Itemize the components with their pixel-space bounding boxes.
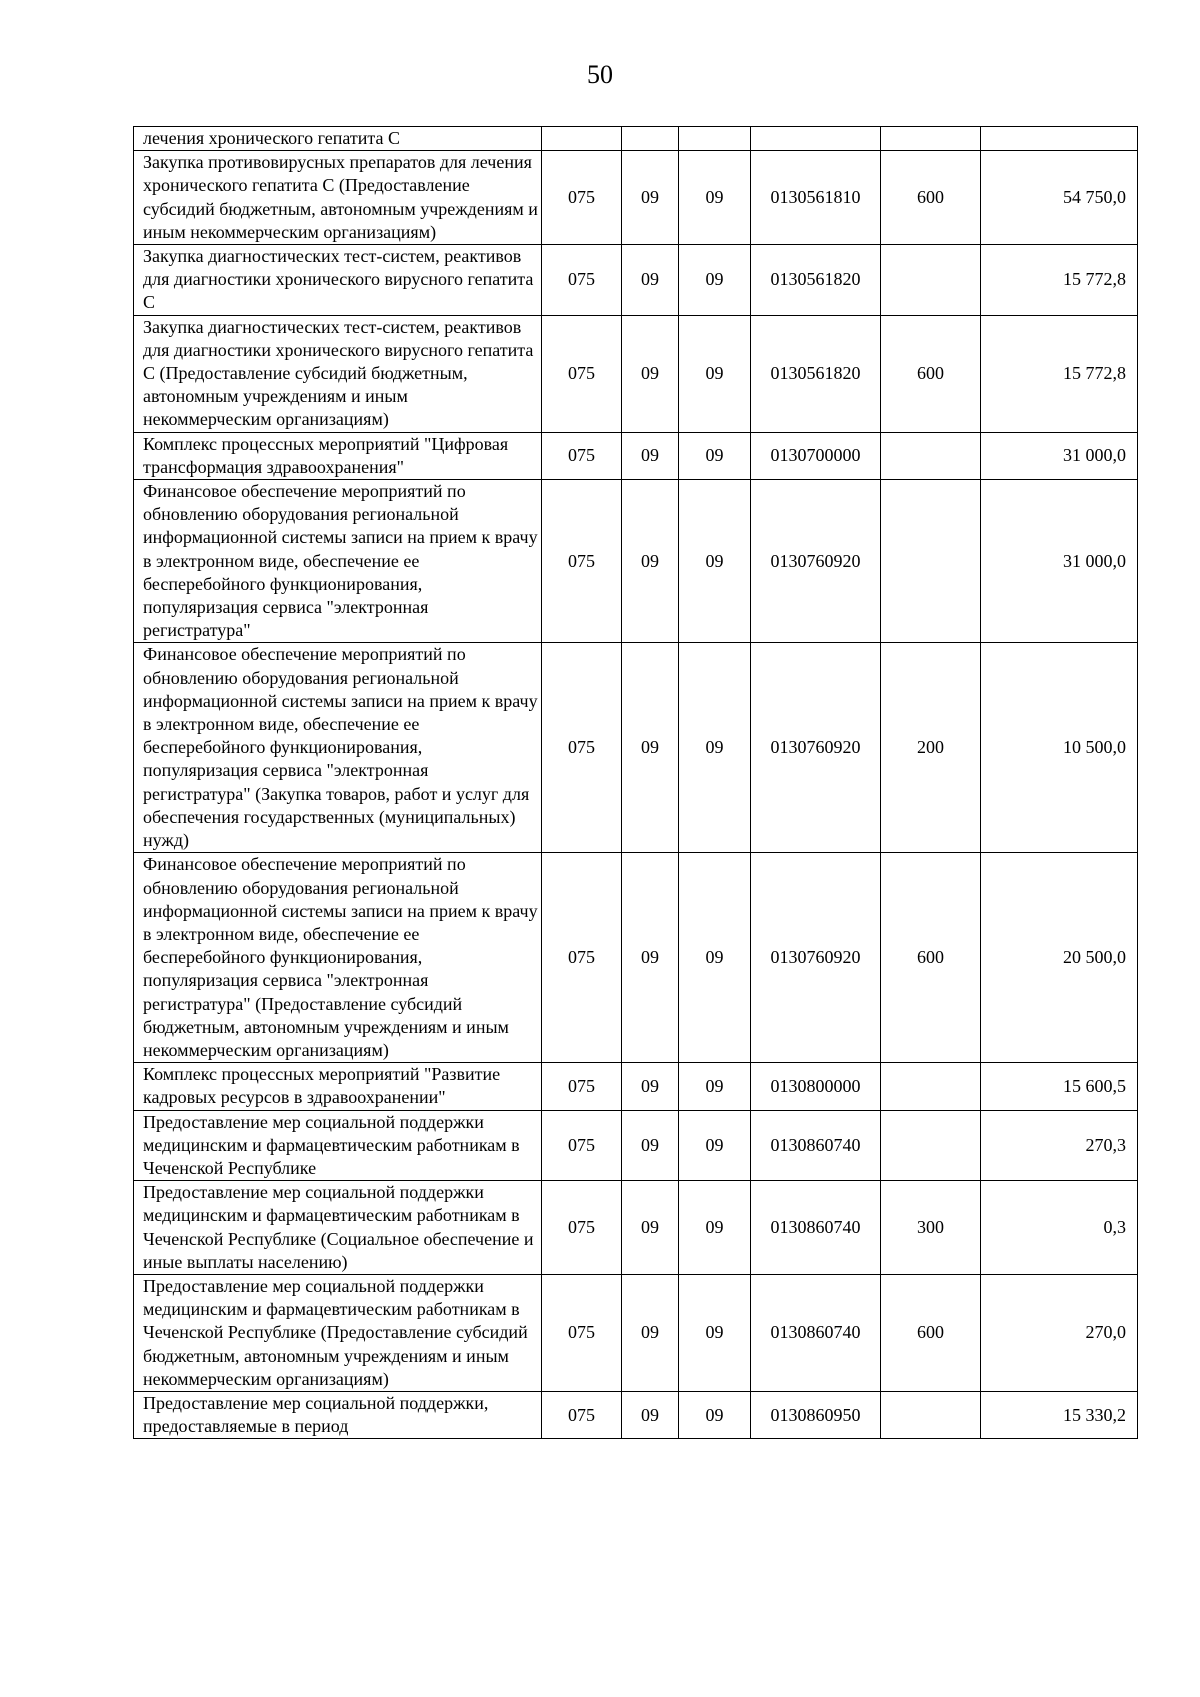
- section-code: 09: [622, 1181, 679, 1275]
- subsection-code: 09: [679, 853, 751, 1063]
- expense-type-code: 300: [881, 1181, 981, 1275]
- subsection-code: 09: [679, 1181, 751, 1275]
- table-row: [134, 643, 1138, 853]
- amount: 31 000,0: [981, 480, 1138, 643]
- subsection-code: 09: [679, 643, 751, 853]
- budget-table: [133, 126, 1138, 1439]
- row-name: Финансовое обеспечение мероприятий по обновлению оборудования региональной информационной системы записи на прием к врачу в электронном виде, обеспечение ее бесперебойного функционирования, популяризация сервиса "электронная регистратура": [134, 480, 542, 643]
- target-article-code: [751, 127, 881, 151]
- table-row: [134, 1274, 1138, 1391]
- section-code: 09: [622, 643, 679, 853]
- section-code: [622, 127, 679, 151]
- amount: 15 600,5: [981, 1063, 1138, 1110]
- target-article-code: 0130760920: [751, 643, 881, 853]
- target-article-code: 0130860740: [751, 1110, 881, 1181]
- amount: 15 330,2: [981, 1391, 1138, 1438]
- table-row: [134, 1110, 1138, 1181]
- expense-type-code: [881, 1110, 981, 1181]
- section-code: 09: [622, 315, 679, 432]
- section-code: 09: [622, 1063, 679, 1110]
- ved-code: 075: [542, 245, 622, 316]
- table-row: [134, 1181, 1138, 1275]
- row-name: Финансовое обеспечение мероприятий по обновлению оборудования региональной информационной системы записи на прием к врачу в электронном виде, обеспечение ее бесперебойного функционирования, популяризация сервиса "электронная регистратура" (Предоставление субсидий бюджетным, автономным учреждениям и иным некоммерческим организациям): [134, 853, 542, 1063]
- section-code: 09: [622, 432, 679, 479]
- expense-type-code: 600: [881, 1274, 981, 1391]
- subsection-code: 09: [679, 1391, 751, 1438]
- amount: 270,0: [981, 1274, 1138, 1391]
- section-code: 09: [622, 1110, 679, 1181]
- ved-code: 075: [542, 151, 622, 245]
- ved-code: 075: [542, 853, 622, 1063]
- ved-code: 075: [542, 1274, 622, 1391]
- expense-type-code: 600: [881, 151, 981, 245]
- row-name: Финансовое обеспечение мероприятий по обновлению оборудования региональной информационной системы записи на прием к врачу в электронном виде, обеспечение ее бесперебойного функционирования, популяризация сервиса "электронная регистратура" (Закупка товаров, работ и услуг для обеспечения государственных (муниципальных) нужд): [134, 643, 542, 853]
- row-name: лечения хронического гепатита С: [134, 127, 542, 151]
- row-name: Закупка диагностических тест-систем, реактивов для диагностики хронического вирусного гепатита С: [134, 245, 542, 316]
- amount: 20 500,0: [981, 853, 1138, 1063]
- expense-type-code: [881, 1391, 981, 1438]
- subsection-code: [679, 127, 751, 151]
- subsection-code: 09: [679, 432, 751, 479]
- table-row: [134, 480, 1138, 643]
- table-row: [134, 853, 1138, 1063]
- amount: 15 772,8: [981, 245, 1138, 316]
- row-name: Предоставление мер социальной поддержки медицинским и фармацевтическим работникам в Чеченской Республике (Социальное обеспечение и иные выплаты населению): [134, 1181, 542, 1275]
- target-article-code: 0130561810: [751, 151, 881, 245]
- expense-type-code: 600: [881, 315, 981, 432]
- subsection-code: 09: [679, 1110, 751, 1181]
- ved-code: 075: [542, 315, 622, 432]
- row-name: Комплекс процессных мероприятий "Цифровая трансформация здравоохранения": [134, 432, 542, 479]
- table-row: [134, 127, 1138, 151]
- section-code: 09: [622, 480, 679, 643]
- subsection-code: 09: [679, 480, 751, 643]
- table-row: [134, 151, 1138, 245]
- ved-code: 075: [542, 432, 622, 479]
- target-article-code: 0130561820: [751, 315, 881, 432]
- expense-type-code: [881, 1063, 981, 1110]
- subsection-code: 09: [679, 245, 751, 316]
- table-row: [134, 1063, 1138, 1110]
- target-article-code: 0130700000: [751, 432, 881, 479]
- ved-code: 075: [542, 480, 622, 643]
- row-name: Предоставление мер социальной поддержки медицинским и фармацевтическим работникам в Чеченской Республике: [134, 1110, 542, 1181]
- ved-code: [542, 127, 622, 151]
- expense-type-code: [881, 127, 981, 151]
- expense-type-code: 200: [881, 643, 981, 853]
- section-code: 09: [622, 853, 679, 1063]
- target-article-code: 0130860740: [751, 1274, 881, 1391]
- subsection-code: 09: [679, 1063, 751, 1110]
- ved-code: 075: [542, 1181, 622, 1275]
- table-row: [134, 245, 1138, 316]
- row-name: Предоставление мер социальной поддержки медицинским и фармацевтическим работникам в Чеченской Республике (Предоставление субсидий бюджетным, автономным учреждениям и иным некоммерческим организациям): [134, 1274, 542, 1391]
- amount: 15 772,8: [981, 315, 1138, 432]
- target-article-code: 0130760920: [751, 480, 881, 643]
- ved-code: 075: [542, 643, 622, 853]
- table-row: [134, 432, 1138, 479]
- page-number: 50: [587, 60, 613, 89]
- row-name: Предоставление мер социальной поддержки, предоставляемые в период: [134, 1391, 542, 1438]
- target-article-code: 0130800000: [751, 1063, 881, 1110]
- amount: [981, 127, 1138, 151]
- target-article-code: 0130561820: [751, 245, 881, 316]
- amount: 270,3: [981, 1110, 1138, 1181]
- expense-type-code: [881, 245, 981, 316]
- row-name: Закупка диагностических тест-систем, реактивов для диагностики хронического вирусного гепатита С (Предоставление субсидий бюджетным, автономным учреждениям и иным некоммерческим организациям): [134, 315, 542, 432]
- row-name: Комплекс процессных мероприятий "Развитие кадровых ресурсов в здравоохранении": [134, 1063, 542, 1110]
- expense-type-code: [881, 432, 981, 479]
- table-row: [134, 315, 1138, 432]
- target-article-code: 0130760920: [751, 853, 881, 1063]
- amount: 0,3: [981, 1181, 1138, 1275]
- section-code: 09: [622, 1274, 679, 1391]
- table-row: [134, 1391, 1138, 1438]
- ved-code: 075: [542, 1063, 622, 1110]
- ved-code: 075: [542, 1110, 622, 1181]
- row-name: Закупка противовирусных препаратов для лечения хронического гепатита С (Предоставление субсидий бюджетным, автономным учреждениям и иным некоммерческим организациям): [134, 151, 542, 245]
- section-code: 09: [622, 245, 679, 316]
- subsection-code: 09: [679, 151, 751, 245]
- ved-code: 075: [542, 1391, 622, 1438]
- amount: 31 000,0: [981, 432, 1138, 479]
- target-article-code: 0130860740: [751, 1181, 881, 1275]
- subsection-code: 09: [679, 1274, 751, 1391]
- amount: 10 500,0: [981, 643, 1138, 853]
- section-code: 09: [622, 151, 679, 245]
- target-article-code: 0130860950: [751, 1391, 881, 1438]
- section-code: 09: [622, 1391, 679, 1438]
- expense-type-code: [881, 480, 981, 643]
- expense-type-code: 600: [881, 853, 981, 1063]
- subsection-code: 09: [679, 315, 751, 432]
- amount: 54 750,0: [981, 151, 1138, 245]
